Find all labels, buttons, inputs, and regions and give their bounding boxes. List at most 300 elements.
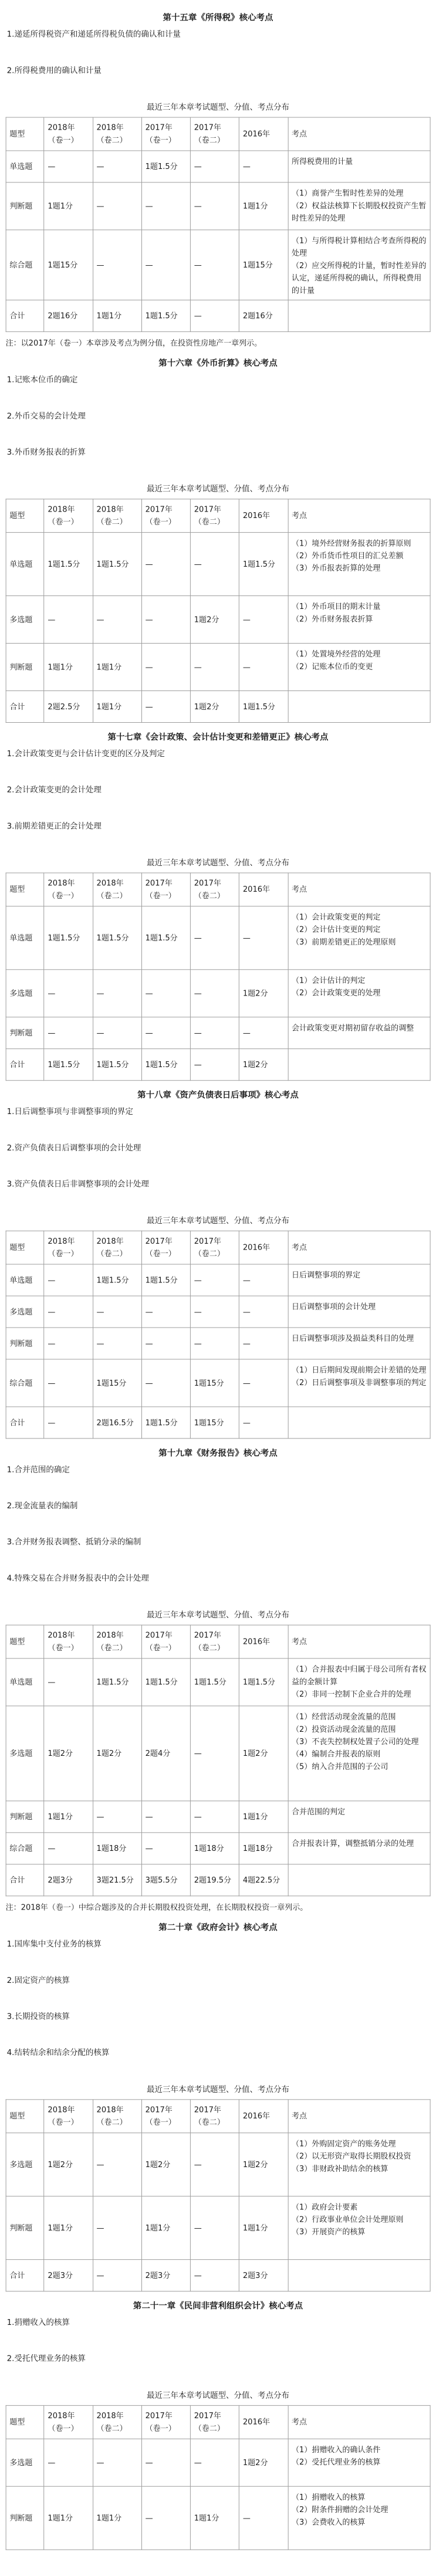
header-cell: 2018年（卷二）: [93, 2100, 141, 2133]
table-cell: 1题1.5分: [141, 151, 190, 182]
topic-cell: [288, 533, 430, 596]
key-point: 4.结转结余和结余分配的核算: [6, 2048, 110, 2058]
table-cell: 单选题: [6, 533, 44, 596]
topic-line: （3）开展资产的核算: [292, 2228, 366, 2237]
table-header-row: [6, 1231, 430, 1264]
table-cell: 综合题: [6, 230, 44, 300]
key-point: 1.日后调整事项与非调整事项的界定: [6, 1107, 133, 1116]
topic-cell: [288, 2196, 430, 2260]
topic-cell: [288, 1328, 430, 1359]
topic-cell: [288, 1049, 430, 1081]
table-cell: 合计: [6, 300, 44, 331]
table-row: [6, 2133, 430, 2196]
topic-line: （2）日后调整事项及非调整事项的判定: [292, 1378, 427, 1387]
chapter-section: [6, 1447, 431, 1912]
table-header-row: [6, 499, 430, 533]
table-cell: 综合题: [6, 1359, 44, 1407]
topic-line: （2）会计政策变更的处理: [292, 989, 381, 998]
chapter-title: 第十七章《会计政策、会计估计变更和差错更正》核心考点: [107, 732, 329, 742]
table-cell: —: [191, 2260, 239, 2291]
table-cell: —: [44, 1407, 93, 1438]
header-cell: 2016年: [239, 873, 288, 906]
header-cell: 2017年（卷一）: [141, 1231, 190, 1264]
table-cell: —: [239, 644, 288, 691]
header-cell: 2017年（卷二）: [191, 1625, 239, 1658]
table-cell: —: [44, 1017, 93, 1049]
topic-line: （2）非同一控制下企业合并的处理: [292, 1690, 411, 1699]
key-point: 1.合并范围的确定: [6, 1465, 70, 1475]
topic-line: （1）外购固定资产的账务处理: [292, 2139, 396, 2149]
topic-cell: [288, 691, 430, 723]
topic-line: （2）外币货币性项目的汇兑差额: [292, 551, 404, 561]
table-row: [6, 1864, 430, 1896]
header-cell: 2018年（卷二）: [93, 117, 141, 151]
table-cell: —: [191, 300, 239, 331]
table-cell: 单选题: [6, 151, 44, 182]
topic-line: （4）编制合并报表的原则: [292, 1749, 381, 1759]
key-point: 2.外币交易的会计处理: [6, 411, 86, 421]
table-cell: 单选题: [6, 906, 44, 970]
header-cell: 2018年（卷一）: [44, 1231, 93, 1264]
table-note: 注：2018年（卷一）中综合题涉及的合并长期股权投资处理，在长期股权投资一章列示。: [5, 1903, 308, 1912]
topic-line: 日后调整事项的会计处理: [292, 1302, 376, 1312]
table-cell: 1题1.5分: [93, 533, 141, 596]
table-cell: —: [93, 1017, 141, 1049]
header-cell: 考点: [288, 1625, 430, 1658]
table-cell: 1题1.5分: [93, 1049, 141, 1081]
table-cell: —: [191, 1706, 239, 1801]
header-cell: 考点: [288, 2100, 430, 2133]
table-cell: 2题19.5分: [191, 1864, 239, 1896]
chapter-section: [6, 2300, 431, 2550]
distribution-table: [6, 1231, 431, 1439]
table-cell: —: [191, 644, 239, 691]
topic-line: （1）日后期间发现前期会计差错的处理: [292, 1366, 427, 1375]
table-row: [6, 1833, 430, 1864]
table-cell: 1题1分: [44, 644, 93, 691]
table-cell: —: [239, 2486, 288, 2550]
table-cell: —: [191, 151, 239, 182]
table-row: [6, 182, 430, 230]
table-row: [6, 1296, 430, 1328]
chapter-section: [6, 11, 431, 348]
table-title: 最近三年本章考试题型、分值、考点分布: [147, 103, 289, 112]
table-cell: 2题16分: [239, 300, 288, 331]
table-cell: —: [44, 2439, 93, 2486]
table-title: 最近三年本章考试题型、分值、考点分布: [147, 1610, 289, 1620]
table-cell: —: [141, 533, 190, 596]
table-cell: 综合题: [6, 1833, 44, 1864]
topic-cell: [288, 970, 430, 1017]
chapter-title: 第二十章《政府会计》核心考点: [158, 1922, 278, 1932]
table-cell: 1题1分: [44, 182, 93, 230]
table-cell: 1题15分: [191, 1359, 239, 1407]
table-header-row: [6, 873, 430, 906]
table-row: [6, 2260, 430, 2291]
table-cell: —: [141, 1833, 190, 1864]
key-point: 2.会计政策变更的会计处理: [6, 785, 102, 795]
table-cell: 合计: [6, 2260, 44, 2291]
header-cell: 题型: [6, 117, 44, 151]
header-cell: 2018年（卷二）: [93, 499, 141, 533]
table-cell: —: [239, 906, 288, 970]
topic-cell: [288, 2439, 430, 2486]
table-cell: 1题1分: [44, 1801, 93, 1833]
topic-cell: [288, 1359, 430, 1407]
table-header-row: [6, 2405, 430, 2439]
table-row: [6, 1359, 430, 1407]
topic-line: （2）受托代理业务的核算: [292, 2457, 381, 2467]
header-cell: 2017年（卷一）: [141, 1625, 190, 1658]
header-cell: 2018年（卷一）: [44, 1625, 93, 1658]
table-cell: —: [141, 1296, 190, 1328]
table-cell: —: [191, 2133, 239, 2196]
topic-cell: [288, 1407, 430, 1438]
table-cell: 1题1.5分: [141, 1049, 190, 1081]
table-cell: 2题16.5分: [93, 1407, 141, 1438]
topic-line: （2）权益法核算下长期股权投资产生暂时性差异的处理: [292, 201, 427, 223]
distribution-table: [6, 872, 431, 1081]
table-cell: 多选题: [6, 970, 44, 1017]
table-cell: —: [141, 644, 190, 691]
key-point: 2.现金流量表的编制: [6, 1501, 78, 1511]
table-cell: 1题1.5分: [44, 1049, 93, 1081]
key-point: 1.国库集中支付业务的核算: [6, 1939, 102, 1949]
table-cell: 1题1.5分: [141, 1658, 190, 1706]
topic-line: （1）会计估计的判定: [292, 976, 366, 986]
chapter-section: [6, 730, 431, 1081]
table-cell: 单选题: [6, 1658, 44, 1706]
table-row: [6, 300, 430, 331]
topic-line: （3）不丧失控制权处置子公司的处理: [292, 1737, 419, 1746]
table-cell: —: [44, 1833, 93, 1864]
header-cell: 2018年（卷一）: [44, 117, 93, 151]
table-cell: —: [93, 2260, 141, 2291]
table-cell: —: [93, 151, 141, 182]
table-cell: 判断题: [6, 1801, 44, 1833]
topic-line: （2）应交所得税的计量，暂时性差异的认定，递延所得税的确认，所得税费用的计量: [292, 261, 427, 296]
table-header-row: [6, 117, 430, 151]
topic-cell: [288, 230, 430, 300]
chapter-title: 第十六章《外币折算》核心考点: [158, 358, 278, 368]
table-cell: 1题1.5分: [141, 300, 190, 331]
table-cell: 1题18分: [191, 1833, 239, 1864]
topic-line: （3）非财政补助结余的核算: [292, 2164, 388, 2174]
table-cell: 判断题: [6, 182, 44, 230]
table-cell: —: [191, 1264, 239, 1296]
table-cell: 多选题: [6, 1706, 44, 1801]
table-row: [6, 1049, 430, 1081]
table-cell: 1题2分: [239, 2133, 288, 2196]
table-cell: 多选题: [6, 2133, 44, 2196]
table-cell: —: [239, 1017, 288, 1049]
table-row: [6, 1328, 430, 1359]
header-cell: 考点: [288, 1231, 430, 1264]
table-cell: 2题16分: [44, 300, 93, 331]
chapter-title: 第二十一章《民间非营利组织会计》核心考点: [133, 2300, 303, 2311]
table-cell: 1题2分: [191, 596, 239, 644]
table-row: [6, 230, 430, 300]
header-cell: 考点: [288, 117, 430, 151]
table-cell: —: [141, 2439, 190, 2486]
key-point: 1.捐赠收入的核算: [6, 2318, 70, 2327]
topic-cell: [288, 1296, 430, 1328]
table-cell: 1题1分: [239, 182, 288, 230]
table-cell: 1题2分: [239, 2439, 288, 2486]
table-header-row: [6, 2100, 430, 2133]
table-cell: 2题3分: [44, 2260, 93, 2291]
table-cell: —: [93, 1801, 141, 1833]
table-row: [6, 1801, 430, 1833]
table-cell: —: [191, 182, 239, 230]
table-cell: 1题1分: [93, 691, 141, 723]
table-cell: 多选题: [6, 2439, 44, 2486]
topic-line: 日后调整事项涉及损益类科目的处理: [292, 1334, 414, 1343]
table-cell: —: [191, 2439, 239, 2486]
header-cell: 2017年（卷一）: [141, 2405, 190, 2439]
table-cell: 判断题: [6, 1328, 44, 1359]
topic-line: （1）政府会计要素: [292, 2202, 358, 2212]
header-cell: 2018年（卷一）: [44, 2405, 93, 2439]
chapter-section: [6, 1089, 431, 1439]
table-cell: 1题2分: [239, 1706, 288, 1801]
table-cell: 1题1.5分: [141, 1407, 190, 1438]
header-cell: 2017年（卷二）: [191, 2100, 239, 2133]
table-row: [6, 1706, 430, 1801]
topic-line: （2）以无形资产取得长期股权投资: [292, 2152, 411, 2161]
chapter-title: 第十九章《财务报告》核心考点: [158, 1447, 278, 1458]
topic-cell: [288, 1017, 430, 1049]
key-point: 4.特殊交易在合并财务报表中的会计处理: [6, 1573, 149, 1583]
topic-line: （1）会计政策变更的判定: [292, 912, 381, 922]
topic-line: （1）外币项目的期末计量: [292, 602, 381, 612]
table-cell: 1题1.5分: [191, 1658, 239, 1706]
table-cell: 1题1分: [93, 2486, 141, 2550]
table-cell: —: [93, 1328, 141, 1359]
table-cell: —: [44, 970, 93, 1017]
topic-cell: [288, 2486, 430, 2550]
header-cell: 2017年（卷一）: [141, 873, 190, 906]
table-cell: —: [141, 1359, 190, 1407]
topic-cell: [288, 151, 430, 182]
table-cell: —: [239, 1296, 288, 1328]
topic-cell: [288, 644, 430, 691]
header-cell: 题型: [6, 873, 44, 906]
topic-line: （5）纳入合并范围的子公司: [292, 1762, 388, 1772]
table-cell: —: [191, 1801, 239, 1833]
table-cell: —: [93, 1296, 141, 1328]
table-cell: 合计: [6, 1407, 44, 1438]
header-cell: 考点: [288, 2405, 430, 2439]
table-cell: —: [141, 970, 190, 1017]
table-cell: 1题1分: [93, 300, 141, 331]
table-cell: 1题1分: [93, 644, 141, 691]
table-cell: 判断题: [6, 1017, 44, 1049]
table-cell: —: [93, 2133, 141, 2196]
chapter-title: 第十五章《所得税》核心考点: [163, 12, 273, 23]
table-cell: —: [191, 906, 239, 970]
topic-cell: [288, 596, 430, 644]
table-cell: 1题1.5分: [93, 906, 141, 970]
key-point: 2.资产负债表日后调整事项的会计处理: [6, 1143, 141, 1153]
table-cell: 1题1.5分: [239, 533, 288, 596]
topic-line: 合并报表计算，调整抵销分录的处理: [292, 1839, 414, 1849]
table-row: [6, 2196, 430, 2260]
header-cell: 题型: [6, 1231, 44, 1264]
table-cell: —: [191, 1049, 239, 1081]
table-header-row: [6, 1625, 430, 1658]
topic-line: （1）合并报表中归属于母公司所有者权益的金额计算: [292, 1665, 427, 1687]
table-cell: 1题18分: [93, 1833, 141, 1864]
header-cell: 2016年: [239, 2405, 288, 2439]
table-title: 最近三年本章考试题型、分值、考点分布: [147, 485, 289, 494]
table-cell: —: [191, 533, 239, 596]
topic-line: （2）附条件捐赠的会计处理: [292, 2505, 388, 2514]
topic-line: （1）捐赠收入的确认条件: [292, 2445, 381, 2455]
chapter-section: [6, 1921, 431, 2291]
table-row: [6, 1017, 430, 1049]
table-cell: —: [191, 1017, 239, 1049]
table-row: [6, 1658, 430, 1706]
table-cell: 单选题: [6, 1264, 44, 1296]
topic-cell: [288, 1264, 430, 1296]
key-point: 1.递延所得税资产和递延所得税负债的确认和计量: [6, 30, 181, 39]
header-cell: 2016年: [239, 499, 288, 533]
topic-line: （1）处置境外经营的处理: [292, 649, 381, 659]
table-cell: —: [93, 596, 141, 644]
distribution-table: [6, 117, 431, 332]
table-cell: 合计: [6, 1864, 44, 1896]
table-cell: —: [191, 970, 239, 1017]
key-point: 2.所得税费用的确认和计量: [6, 66, 102, 76]
table-row: [6, 596, 430, 644]
topic-cell: [288, 1801, 430, 1833]
header-cell: 题型: [6, 1625, 44, 1658]
topic-cell: [288, 1706, 430, 1801]
table-cell: —: [44, 1359, 93, 1407]
key-point: 2.固定资产的核算: [6, 1976, 70, 1985]
table-cell: 多选题: [6, 1296, 44, 1328]
table-cell: 3题5.5分: [141, 1864, 190, 1896]
table-cell: 判断题: [6, 644, 44, 691]
table-cell: 1题18分: [239, 1833, 288, 1864]
table-title: 最近三年本章考试题型、分值、考点分布: [147, 858, 289, 868]
header-cell: 题型: [6, 2405, 44, 2439]
table-row: [6, 906, 430, 970]
distribution-table: [6, 499, 431, 723]
table-cell: 1题2分: [141, 2133, 190, 2196]
table-cell: —: [239, 1359, 288, 1407]
key-point: 3.资产负债表日后非调整事项的会计处理: [6, 1179, 149, 1189]
table-cell: —: [141, 182, 190, 230]
table-cell: 1题1.5分: [44, 533, 93, 596]
table-cell: 2题3分: [239, 2260, 288, 2291]
table-cell: —: [93, 230, 141, 300]
table-cell: —: [44, 1658, 93, 1706]
header-cell: 2017年（卷二）: [191, 873, 239, 906]
table-cell: 1题1.5分: [141, 906, 190, 970]
header-cell: 考点: [288, 499, 430, 533]
topic-cell: [288, 906, 430, 970]
key-point: 3.合并财务报表调整、抵销分录的编制: [6, 1538, 141, 1547]
table-cell: 1题1分: [141, 2196, 190, 2260]
key-point: 1.记账本位币的确定: [6, 375, 78, 385]
header-cell: 2016年: [239, 1625, 288, 1658]
table-cell: 2题2.5分: [44, 691, 93, 723]
topic-cell: [288, 2260, 430, 2291]
topic-line: （2）会计估计变更的判定: [292, 925, 381, 935]
table-cell: 1题1.5分: [93, 1658, 141, 1706]
table-title: 最近三年本章考试题型、分值、考点分布: [147, 1216, 289, 1226]
table-cell: 1题2分: [44, 2133, 93, 2196]
header-cell: 2018年（卷一）: [44, 2100, 93, 2133]
table-cell: —: [239, 596, 288, 644]
header-cell: 2017年（卷一）: [141, 117, 190, 151]
header-cell: 题型: [6, 2100, 44, 2133]
table-cell: 3题21.5分: [93, 1864, 141, 1896]
chapter-title: 第十八章《资产负债表日后事项》核心考点: [137, 1089, 299, 1100]
topic-cell: [288, 1864, 430, 1896]
header-cell: 2018年（卷一）: [44, 873, 93, 906]
table-row: [6, 970, 430, 1017]
table-cell: 1题15分: [239, 230, 288, 300]
header-cell: 2017年（卷一）: [141, 499, 190, 533]
topic-line: 日后调整事项的界定: [292, 1271, 361, 1280]
table-row: [6, 1264, 430, 1296]
header-cell: 2018年（卷二）: [93, 873, 141, 906]
chapter-section: [6, 357, 431, 723]
table-row: [6, 691, 430, 723]
header-cell: 2017年（卷二）: [191, 1231, 239, 1264]
table-cell: —: [239, 1328, 288, 1359]
table-title: 最近三年本章考试题型、分值、考点分布: [147, 2391, 289, 2401]
table-cell: 1题1.5分: [141, 1264, 190, 1296]
table-cell: —: [44, 596, 93, 644]
table-row: [6, 151, 430, 182]
header-cell: 2017年（卷二）: [191, 117, 239, 151]
topic-line: （1）与所得税计算相结合考查所得税的处理: [292, 236, 427, 258]
table-cell: 1题1.5分: [93, 1264, 141, 1296]
distribution-table: [6, 2405, 431, 2550]
table-cell: —: [44, 1328, 93, 1359]
header-cell: 2017年（卷一）: [141, 2100, 190, 2133]
table-row: [6, 2439, 430, 2486]
table-cell: 多选题: [6, 596, 44, 644]
topic-line: 会计政策变更对期初留存收益的调整: [292, 1023, 414, 1033]
table-cell: —: [191, 2196, 239, 2260]
table-cell: —: [93, 970, 141, 1017]
table-cell: —: [239, 1264, 288, 1296]
topic-cell: [288, 182, 430, 230]
table-cell: 4题22.5分: [239, 1864, 288, 1896]
table-cell: 1题15分: [93, 1359, 141, 1407]
table-cell: 1题2分: [93, 1706, 141, 1801]
topic-line: （2）投资活动现金流量的范围: [292, 1725, 396, 1734]
table-cell: —: [239, 151, 288, 182]
header-cell: 2018年（卷二）: [93, 1231, 141, 1264]
table-row: [6, 533, 430, 596]
topic-line: （3）会费收入的核算: [292, 2517, 366, 2527]
table-cell: —: [141, 691, 190, 723]
header-cell: 2017年（卷二）: [191, 2405, 239, 2439]
table-cell: 1题1.5分: [239, 691, 288, 723]
topic-line: （2）外币财务报表折算: [292, 614, 373, 624]
topic-line: （3）外币报表折算的处理: [292, 564, 381, 573]
table-cell: —: [141, 596, 190, 644]
table-row: [6, 1407, 430, 1438]
table-cell: 1题1分: [44, 2196, 93, 2260]
table-cell: —: [239, 1407, 288, 1438]
